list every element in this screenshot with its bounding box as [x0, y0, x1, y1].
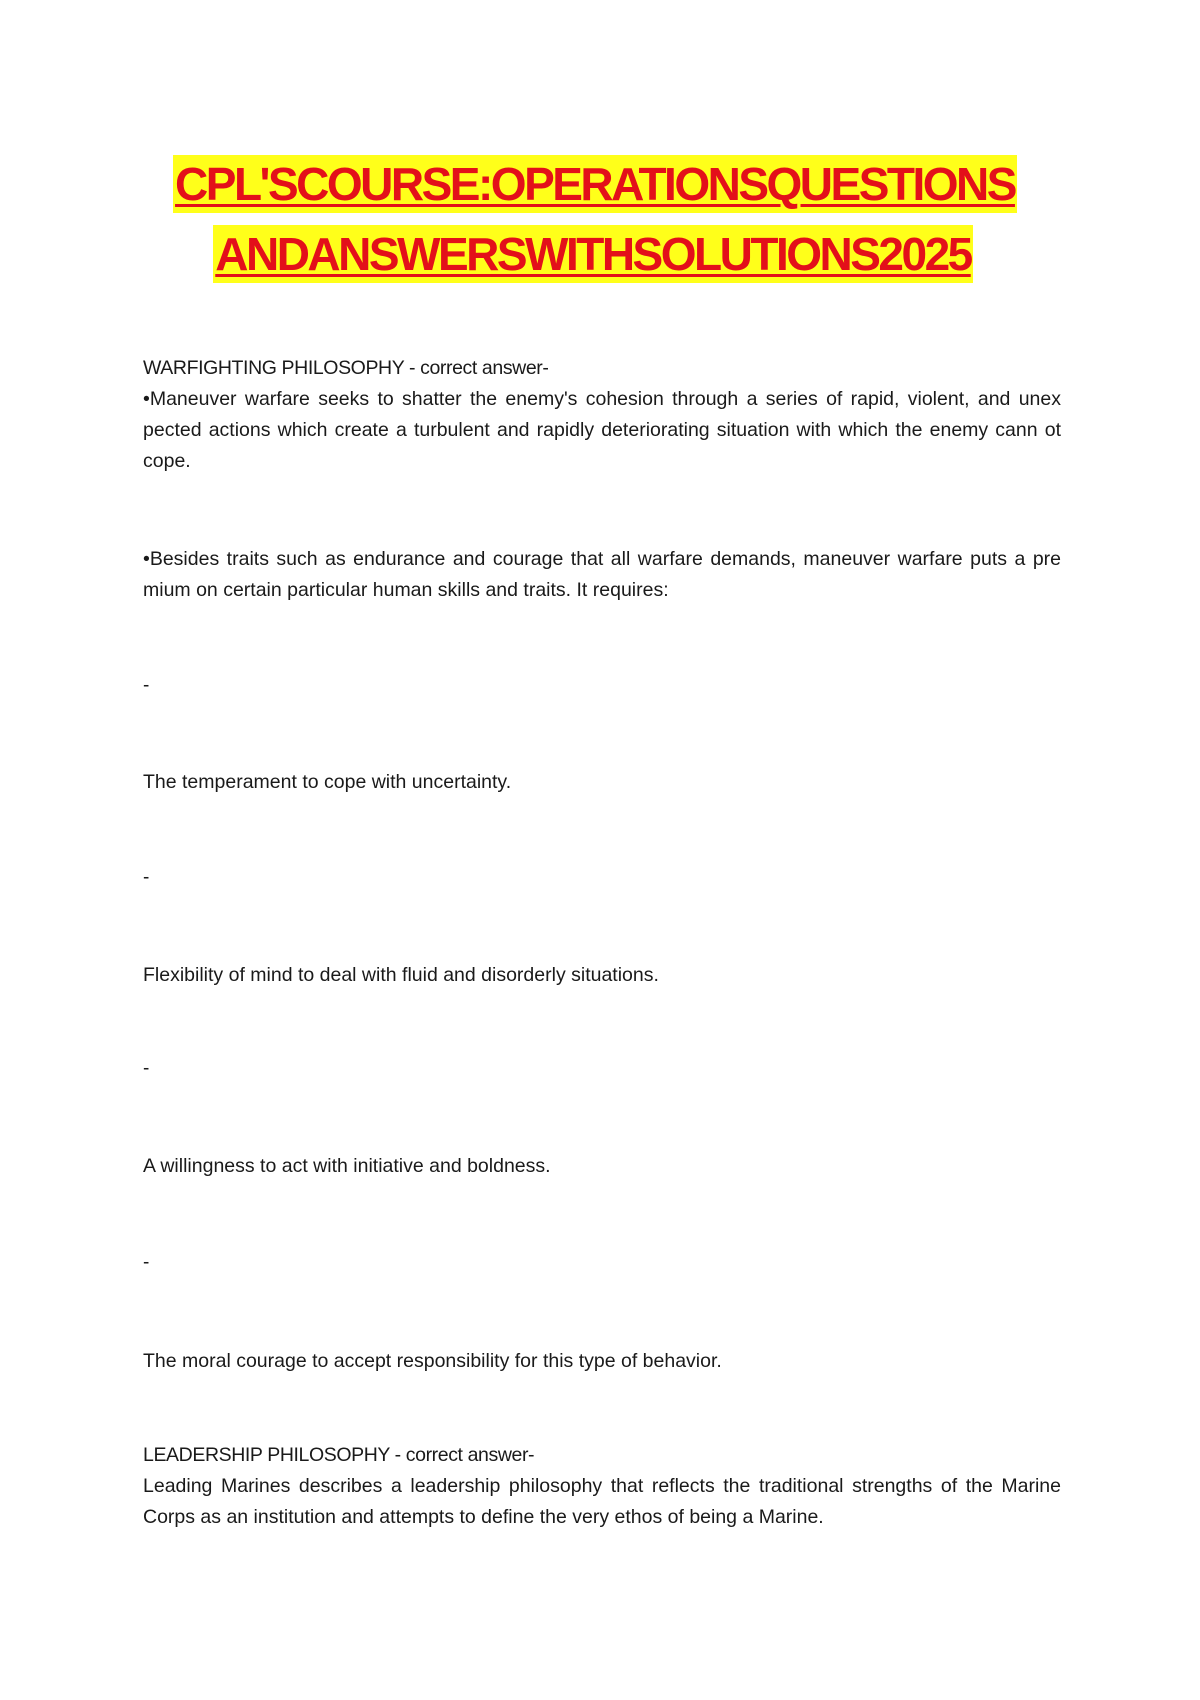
list-item: The temperament to cope with uncertainty. [143, 771, 512, 793]
list-dash: - [143, 867, 150, 888]
list-dash: - [143, 1252, 150, 1273]
paragraph-leading-marines: Leading Marines describes a leadership philosophy that reflects the traditional strengths of the Marine Corps as an institution and attempts to define the very ethos of being a Marine. [143, 1475, 1061, 1528]
section-heading-leadership: LEADERSHIP PHILOSOPHY - correct answer- [143, 1444, 535, 1466]
list-item: A willingness to act with initiative and boldness. [143, 1155, 551, 1177]
title-line-1: CPL'SCOURSE:OPERATIONSQUESTIONS [173, 155, 1017, 213]
list-item: The moral courage to accept responsibility for this type of behavior. [143, 1350, 722, 1372]
document-title [0, 155, 1200, 283]
list-item: Flexibility of mind to deal with fluid and disorderly situations. [143, 964, 659, 986]
section-heading-warfighting: WARFIGHTING PHILOSOPHY - correct answer- [143, 357, 549, 379]
paragraph-traits: •Besides traits such as endurance and courage that all warfare demands, maneuver warfare puts a pre mium on certain particular human skills and traits. It requires: [143, 548, 1061, 601]
list-dash: - [143, 1058, 150, 1079]
title-line-2: ANDANSWERSWITHSOLUTIONS2025 [213, 225, 972, 283]
list-dash: - [143, 675, 150, 696]
paragraph-maneuver-warfare: •Maneuver warfare seeks to shatter the enemy's cohesion through a series of rapid, violent, and unex pected actions which create a turbulent and rapidly deteriorating situation with which the enemy cann ot cope. [143, 388, 1061, 472]
